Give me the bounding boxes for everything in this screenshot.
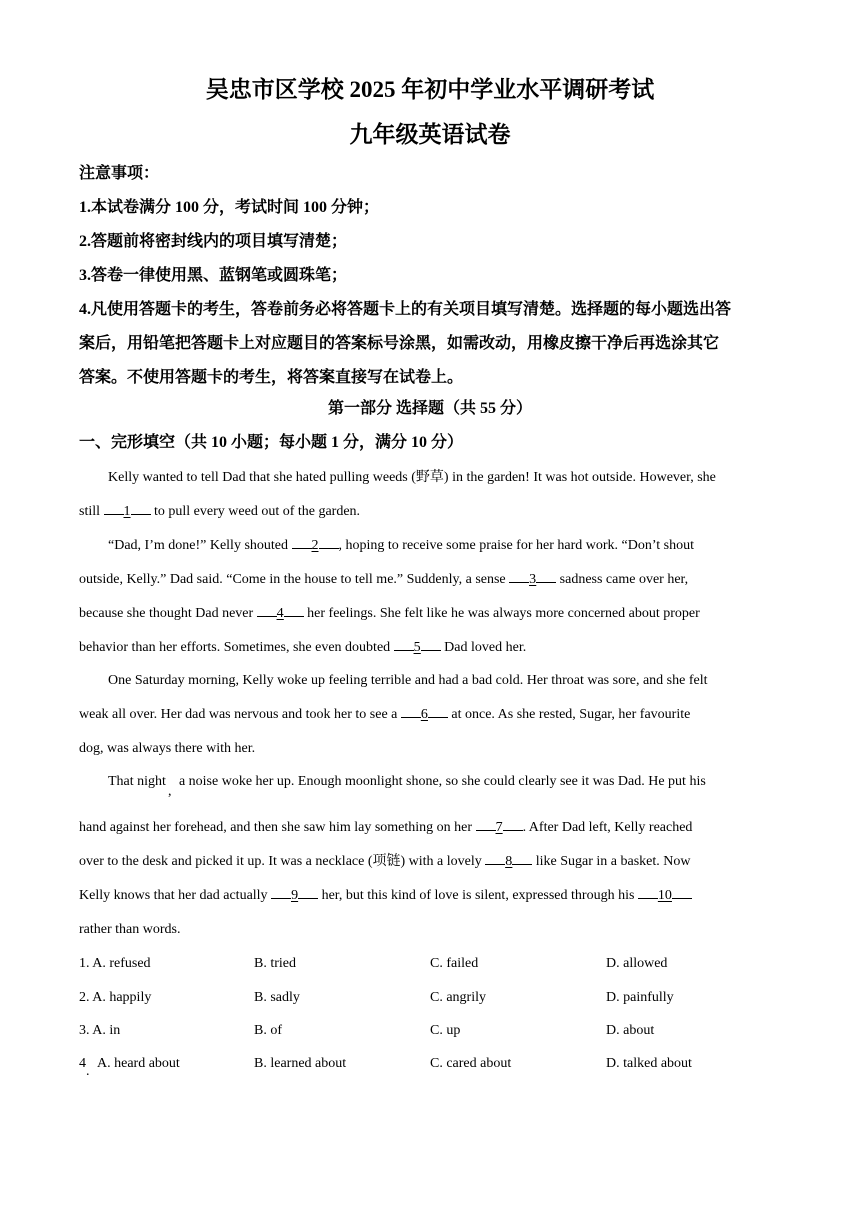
q4-option-c: C. cared about bbox=[430, 1056, 512, 1071]
blank-2: 2 bbox=[292, 536, 339, 556]
q4-dot: . bbox=[86, 1064, 90, 1079]
q3-option-a: 3. A. in bbox=[79, 1023, 121, 1038]
passage-line: Kelly wanted to tell Dad that she hated pulling weeds (野草) in the garden! It was hot outside. However, she bbox=[108, 470, 716, 485]
passage-line: One Saturday morning, Kelly woke up feeling terrible and had a bad cold. Her throat was sore, and she felt bbox=[108, 673, 708, 688]
exam-subtitle: 九年级英语试卷 bbox=[349, 122, 511, 147]
blank-9: 9 bbox=[271, 886, 318, 906]
passage-line: weak all over. Her dad was nervous and took her to see a 6 at once. As she rested, Sugar, her favourite bbox=[79, 705, 690, 725]
q1-option-c: C. failed bbox=[430, 956, 479, 971]
q2-option-a: 2. A. happily bbox=[79, 990, 152, 1005]
q1-option-a: 1. A. refused bbox=[79, 956, 151, 971]
passage-line: still 1 to pull every weed out of the garden. bbox=[79, 502, 360, 522]
passage-line: “Dad, I’m done!” Kelly shouted 2 , hoping to receive some praise for her hard work. “Don’t shout bbox=[108, 536, 694, 556]
blank-5: 5 bbox=[394, 638, 441, 658]
q2-option-c: C. angrily bbox=[430, 990, 486, 1005]
notes-heading: 注意事项： bbox=[79, 165, 160, 182]
blank-6: 6 bbox=[401, 705, 448, 725]
blank-10: 10 bbox=[638, 886, 692, 906]
blank-1: 1 bbox=[104, 502, 151, 522]
passage-line: over to the desk and picked it up. It was a necklace (项链) with a lovely 8 like Sugar in a basket. Now bbox=[79, 852, 691, 872]
q1-option-d: D. allowed bbox=[606, 956, 668, 971]
note-4-line-3: 答案。不使用答题卡的考生，将答案直接写在试卷上。 bbox=[79, 369, 464, 386]
q4-number: 4 bbox=[79, 1056, 86, 1071]
section-1-heading: 一、完形填空（共 10 小题；每小题 1 分，满分 10 分） bbox=[79, 434, 464, 451]
q3-option-d: D. about bbox=[606, 1023, 655, 1038]
q4-option-b: B. learned about bbox=[254, 1056, 347, 1071]
note-4-line-1: 4.凡使用答题卡的考生，答卷前务必将答题卡上的有关项目填写清楚。选择题的每小题选出答 bbox=[79, 301, 732, 318]
passage-line: behavior than her efforts. Sometimes, she even doubted 5 Dad loved her. bbox=[79, 638, 526, 658]
note-1: 1.本试卷满分 100 分，考试时间 100 分钟； bbox=[79, 199, 380, 216]
q2-option-d: D. painfully bbox=[606, 990, 674, 1005]
q4-option-a: A. heard about bbox=[97, 1056, 180, 1071]
passage-line: rather than words. bbox=[79, 922, 181, 937]
passage-line: hand against her forehead, and then she saw him lay something on her 7 . After Dad left, Kelly reached bbox=[79, 818, 692, 838]
note-3: 3.答卷一律使用黑、蓝钢笔或圆珠笔； bbox=[79, 267, 348, 284]
q3-option-b: B. of bbox=[254, 1023, 282, 1038]
part-1-heading: 第一部分 选择题（共 55 分） bbox=[327, 400, 532, 417]
blank-8: 8 bbox=[485, 852, 532, 872]
exam-title: 吴忠市区学校 2025 年初中学业水平调研考试 bbox=[205, 77, 655, 102]
q4-option-d: D. talked about bbox=[606, 1056, 692, 1071]
passage-line: That night, a noise woke her up. Enough moonlight shone, so she could clearly see it was Dad. He put his bbox=[108, 774, 706, 799]
note-4-line-2: 案后，用铅笔把答题卡上对应题目的答案标号涂黑，如需改动，用橡皮擦干净后再选涂其它 bbox=[79, 335, 720, 352]
blank-4: 4 bbox=[257, 604, 304, 624]
passage-line: Kelly knows that her dad actually 9 her, but this kind of love is silent, expressed through his 10 bbox=[79, 886, 692, 906]
q2-option-b: B. sadly bbox=[254, 990, 300, 1005]
q3-option-c: C. up bbox=[430, 1023, 461, 1038]
q1-option-b: B. tried bbox=[254, 956, 296, 971]
blank-7: 7 bbox=[476, 818, 523, 838]
blank-3: 3 bbox=[509, 570, 556, 590]
passage-line: dog, was always there with her. bbox=[79, 741, 256, 756]
passage-line: because she thought Dad never 4 her feelings. She felt like he was always more concerned about proper bbox=[79, 604, 700, 624]
note-2: 2.答题前将密封线内的项目填写清楚； bbox=[79, 233, 348, 250]
passage-line: outside, Kelly.” Dad said. “Come in the house to tell me.” Suddenly, a sense 3 sadness came over her, bbox=[79, 570, 688, 590]
